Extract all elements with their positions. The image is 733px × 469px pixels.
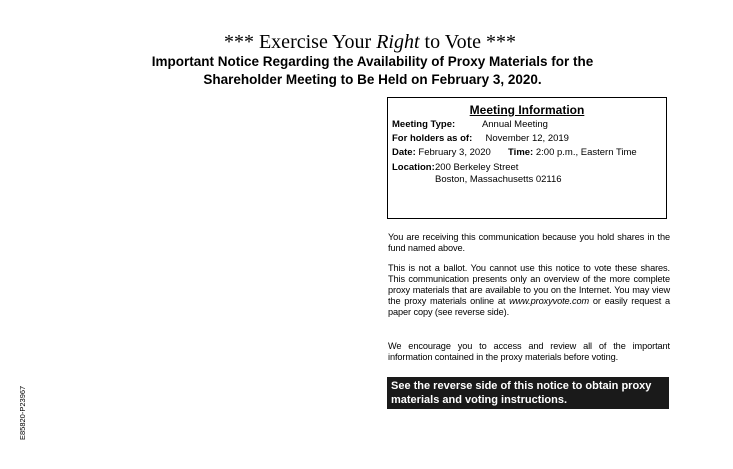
meeting-type-value: Annual Meeting (481, 119, 548, 130)
location-line-1: 200 Berkeley Street (435, 162, 519, 173)
notice-paragraph-3: We encourage you to access and review all of the important information contained in the proxy materials before voting. (388, 341, 670, 362)
proxyvote-link[interactable]: www.proxyvote.com (509, 296, 590, 306)
page-subtitle (0, 53, 733, 89)
title-emphasis: Right (376, 31, 420, 53)
holders-label: For holders as of: (392, 133, 473, 144)
meeting-type-label: Meeting Type: (392, 119, 456, 130)
subtitle-line-2: Shareholder Meeting to Be Held on February 3, 2020. (203, 72, 542, 87)
title-prefix: *** Exercise Your (223, 31, 377, 53)
date-value: February 3, 2020 (418, 147, 491, 158)
location-label: Location: (392, 162, 435, 173)
time-value: 2:00 p.m., Eastern Time (535, 147, 637, 158)
date-time-row (388, 146, 666, 160)
meeting-information-heading: Meeting Information (469, 103, 585, 117)
location-address (435, 162, 562, 186)
location-line-2: Boston, Massachusetts 02116 (435, 174, 562, 185)
date-label: Date: (392, 147, 416, 158)
title-suffix: to Vote *** (419, 31, 517, 53)
notice-paragraph-2-tail: or easily request a paper copy (see reverse side). (388, 296, 670, 317)
page-title (0, 30, 733, 54)
notice-paragraph-2-text: This is not a ballot. You cannot use this notice to vote these shares. This communication presents only an overview of the more complete proxy materials that are available to you on the Internet. You may view the proxy materials online at (388, 263, 670, 306)
notice-paragraph-1: You are receiving this communication because you hold shares in the fund named above. (388, 232, 670, 253)
document-code: E85820-P23967 (18, 385, 27, 440)
subtitle-line-1: Important Notice Regarding the Availability of Proxy Materials for the (151, 54, 594, 69)
holders-row (388, 132, 666, 146)
meeting-information-box (387, 97, 667, 219)
meeting-type-row (388, 118, 666, 132)
time-label: Time: (508, 147, 534, 158)
location-row (388, 162, 666, 186)
notice-paragraph-2 (388, 263, 670, 318)
reverse-side-notice: See the reverse side of this notice to obtain proxy materials and voting instructions. (387, 377, 669, 409)
holders-value: November 12, 2019 (485, 133, 569, 144)
